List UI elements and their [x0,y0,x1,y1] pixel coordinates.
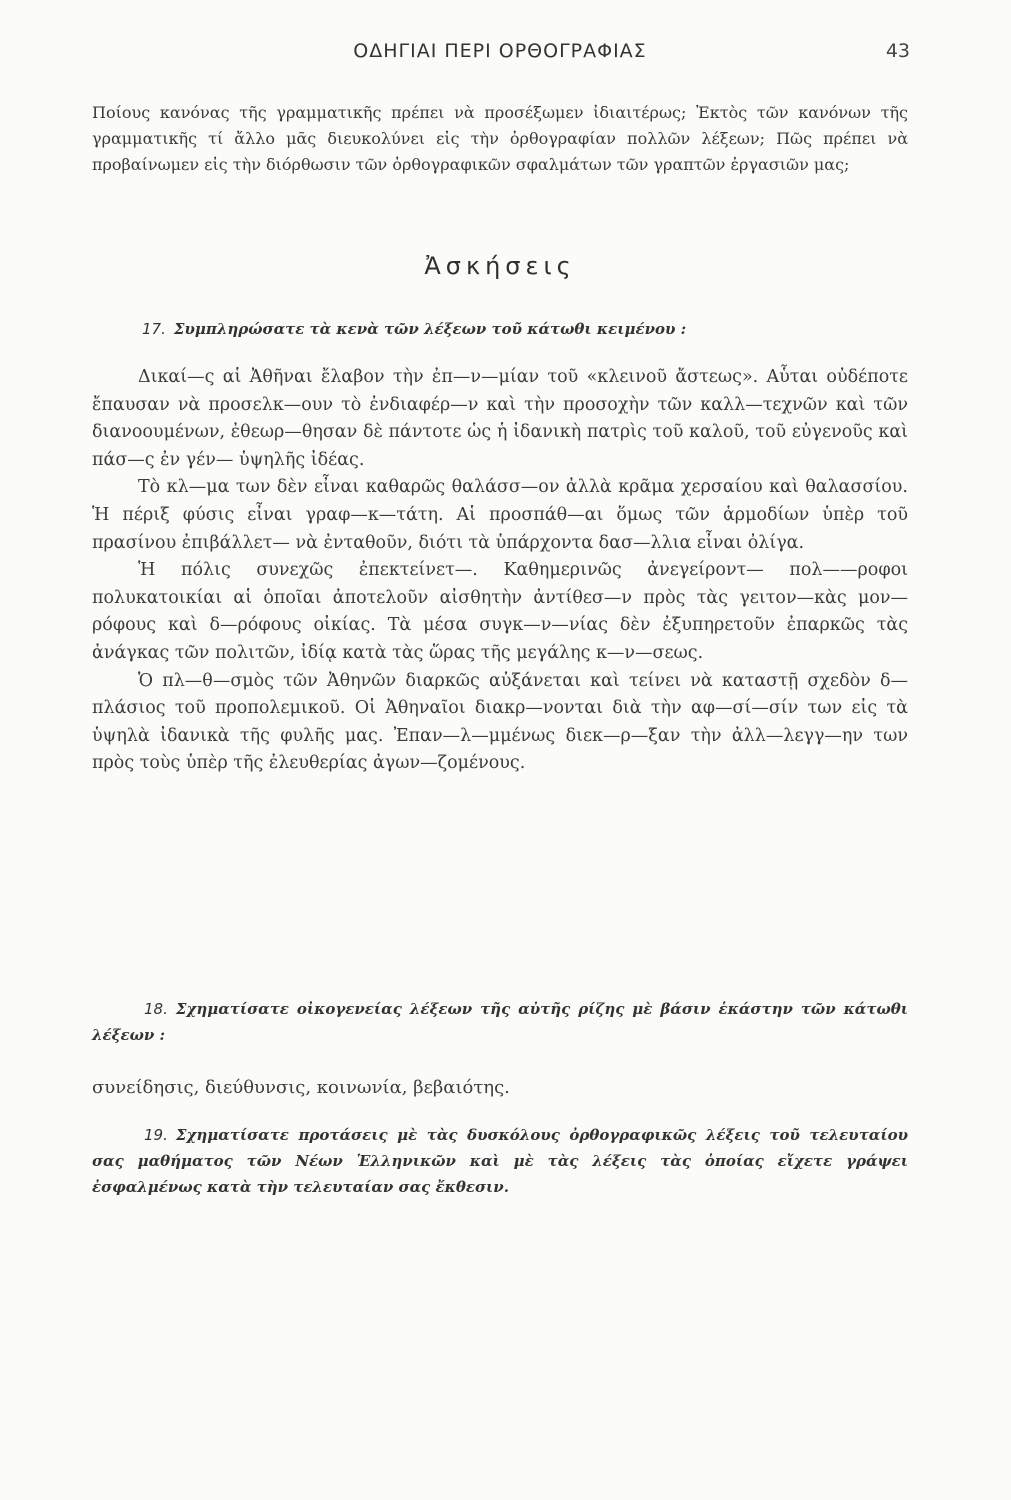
exercise-18-number: 18. [144,1000,168,1018]
exercise-19-heading [92,1122,908,1200]
exercise-19-instruction: Σχηματίσατε προτάσεις μὲ τὰς δυσκόλους ὀρθογραφικῶς λέξεις τοῦ τελευταίου σας μαθήματος τῶν Νέων Ἑλληνικῶν καὶ μὲ τὰς λέξεις τὰς ὁποίας εἴχετε γράψει ἐσφαλμένως κατὰ τὴν τελευταίαν σας ἔκθεσιν. [92,1126,908,1196]
exercise-18-heading [92,996,908,1048]
exercise-18-instruction: Σχηματίσατε οἰκογενείας λέξεων τῆς αὐτῆς ρίζης μὲ βάσιν ἑκάστην τῶν κάτωθι λέξεων : [92,1000,908,1044]
exercise-19-number: 19. [144,1126,168,1144]
exercise-17-number: 17. [142,320,166,338]
exercise-17-paragraph: Ἡ πόλις συνεχῶς ἐπεκτείνετ—. Καθημερινῶς ἀνεγείροντ— πολ——ροφοι πολυκατοικίαι αἱ ὁποῖαι ἀποτελοῦν αἰσθητὴν ἀντίθεσ—ν πρὸς τὰς γειτον—κὰς μον—ρόφους καὶ δ—ρόφους οἰκίας. Τὰ μέσα συγκ—ν—νίας δὲν ἐξυπηρετοῦν ἐπαρκῶς τὰς ἀνάγκας τῶν πολιτῶν, ἰδίᾳ κατὰ τὰς ὥρας τῆς μεγάλης κ—ν—σεως. [92,560,908,663]
exercise-17-paragraph: Δικαί—ς αἱ Ἀθῆναι ἔλαβον τὴν ἐπ—ν—μίαν τοῦ «κλεινοῦ ἄστεως». Αὗται οὐδέποτε ἔπαυσαν νὰ προσελκ—ουν τὸ ἐνδιαφέρ—ν καὶ τὴν προσοχὴν τῶν καλλ—τεχνῶν καὶ τῶν διανοουμένων, ἐθεωρ—θησαν δὲ πάντοτε ὡς ἡ ἰδανικὴ πατρὶς τοῦ καλοῦ, τοῦ εὐγενοῦς καὶ πάσ—ς ἐν γέν— ὑψηλῆς ἰδέας. [92,367,908,470]
running-head [90,40,910,70]
page-number: 43 [885,40,910,62]
exercise-17-instruction: Συμπληρώσατε τὰ κενὰ τῶν λέξεων τοῦ κάτωθι κειμένου : [173,320,687,338]
section-title: Ἀσκήσεις [424,252,576,280]
exercise-17-heading [142,316,908,342]
exercise-17-text [92,364,908,778]
exercise-18-words: συνείδησις, διεύθυνσις, κοινωνία, βεβαιότης. [92,1077,510,1098]
exercise-17-paragraph: Τὸ κλ—μα των δὲν εἶναι καθαρῶς θαλάσσ—ον ἀλλὰ κρᾶμα χερσαίου καὶ θαλασσίου. Ἡ πέριξ φύσις εἶναι γραφ—κ—τάτη. Αἱ προσπάθ—αι ὅμως τῶν ἁρμοδίων ὑπὲρ τοῦ πρασίνου ἐπιβάλλετ— νὰ ἐνταθοῦν, διότι τὰ ὑπάρχοντα δασ—λλια εἶναι ὀλίγα. [92,477,908,553]
exercise-17-paragraph: Ὁ πλ—θ—σμὸς τῶν Ἀθηνῶν διαρκῶς αὐξάνεται καὶ τείνει νὰ καταστῇ σχεδὸν δ—πλάσιος τοῦ προπολεμικοῦ. Οἱ Ἀθηναῖοι διακρ—νονται διὰ τὴν αφ—σί—σίν των εἰς τὰ ὑψηλὰ ἰδανικὰ τῆς φυλῆς μας. Ἐπαν—λ—μμένως διεκ—ρ—ξαν τὴν ἀλλ—λεγγ—ην των πρὸς τοὺς ὑπὲρ τῆς ἐλευθερίας ἀγων—ζομένους. [92,670,908,774]
review-questions: Ποίους κανόνας τῆς γραμματικῆς πρέπει νὰ προσέξωμεν ἰδιαιτέρως; Ἐκτὸς τῶν κανόνων τῆς γραμματικῆς τί ἄλλο μᾶς διευκολύνει εἰς τὴν ὀρθογραφίαν πολλῶν λέξεων; Πῶς πρέπει νὰ προβαίνωμεν εἰς τὴν διόρθωσιν τῶν ὀρθογραφικῶν σφαλμάτων τῶν γραπτῶν ἐργασιῶν μας; [92,103,908,174]
running-title: ΟΔΗΓΙΑΙ ΠΕΡΙ ΟΡΘΟΓΡΑΦΙΑΣ [353,40,647,62]
